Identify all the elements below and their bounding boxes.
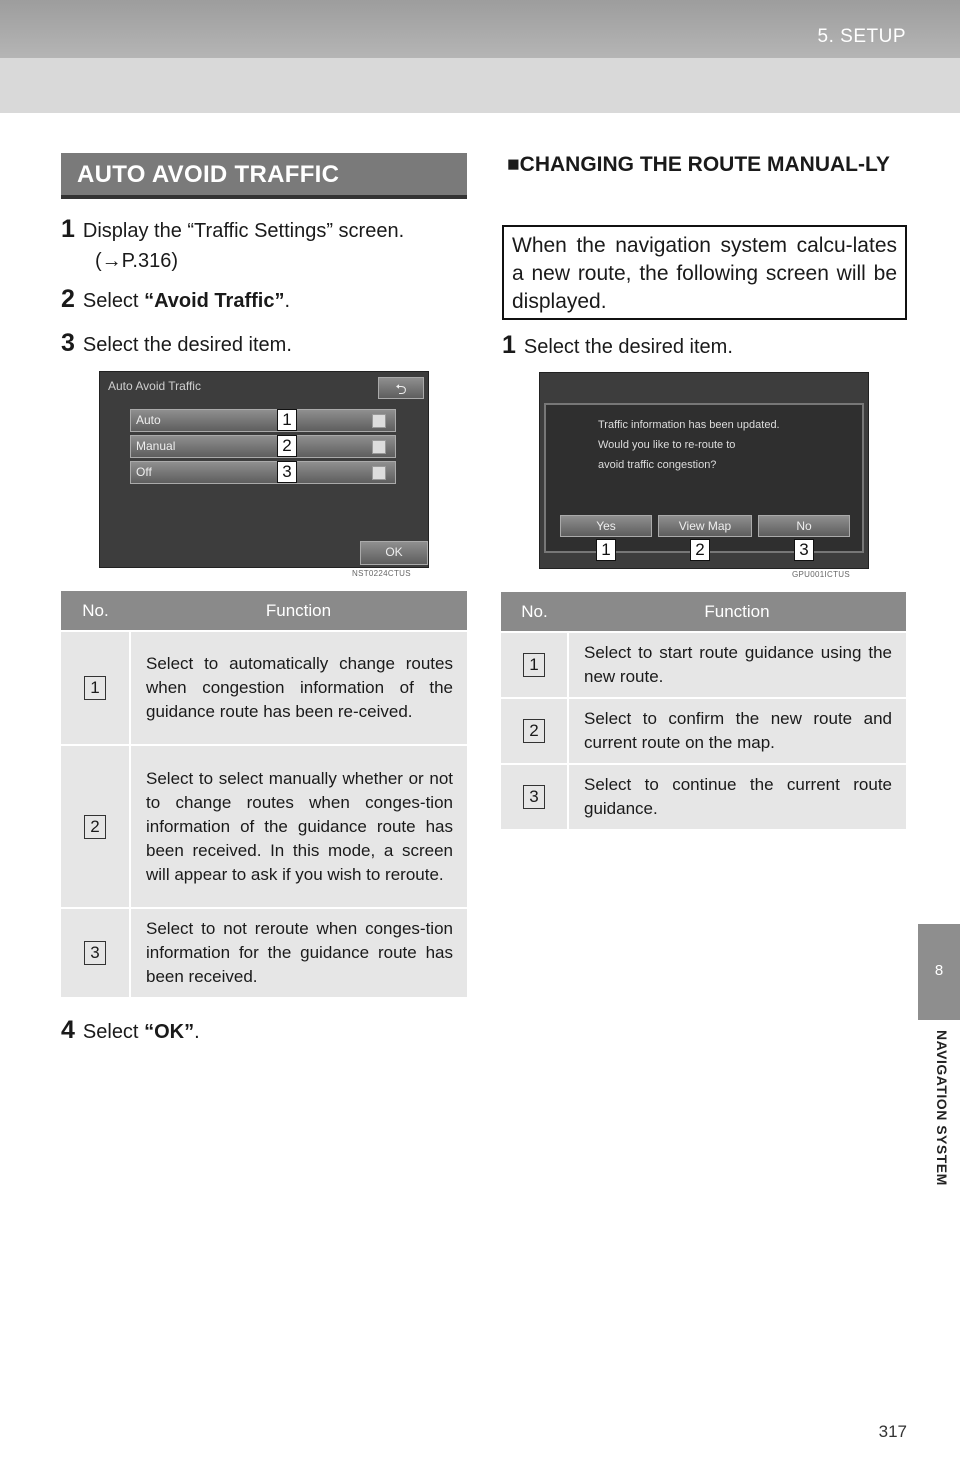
image-code: GPU001ICTUS — [789, 569, 853, 580]
dialog-line: avoid traffic congestion? — [598, 459, 717, 471]
callout-1: 1 — [596, 539, 616, 561]
option-label: Manual — [136, 439, 176, 453]
screen-title: Auto Avoid Traffic — [108, 379, 201, 393]
chapter-number-tab[interactable] — [918, 924, 960, 1020]
view-map-label: View Map — [678, 519, 732, 533]
back-button[interactable] — [378, 377, 424, 399]
option-label: Auto — [136, 413, 161, 427]
no-button[interactable] — [758, 515, 850, 537]
reroute-dialog-screenshot — [539, 372, 869, 569]
info-box: When the navigation system calcu-lates a new route, the following screen will be displayed. — [502, 225, 907, 320]
back-arrow-icon: ⮌ — [395, 381, 407, 397]
step-text: Select the desired item. — [82, 334, 292, 356]
section-title: AUTO AVOID TRAFFIC — [61, 153, 467, 199]
ok-button[interactable] — [360, 541, 428, 565]
image-code: NST0224CTUS — [349, 568, 414, 579]
checkbox-icon — [372, 414, 386, 428]
step-number: 1 — [502, 331, 516, 359]
step-number: 1 — [61, 215, 75, 243]
header-bar — [0, 0, 960, 58]
row-number: 3 — [523, 785, 545, 809]
option-auto-button[interactable] — [130, 409, 396, 432]
page-reference: (→P.316) — [95, 250, 179, 272]
step-text: Select — [82, 1021, 145, 1043]
table-row — [61, 745, 467, 908]
yes-button[interactable] — [560, 515, 652, 537]
yes-label: Yes — [596, 519, 616, 533]
dialog-message — [598, 415, 780, 475]
option-label: Off — [136, 465, 152, 479]
step-number: 4 — [61, 1016, 75, 1044]
row-number: 2 — [84, 815, 106, 839]
step-number: 3 — [61, 329, 75, 357]
step-1 — [61, 214, 467, 276]
ok-label: OK — [385, 545, 403, 559]
checkbox-icon — [372, 466, 386, 480]
callout-3: 3 — [277, 461, 297, 483]
step-target-label: “Avoid Traffic” — [144, 290, 285, 312]
page-number: 317 — [878, 1422, 907, 1441]
column-header-function: Function — [130, 591, 467, 631]
row-number: 1 — [523, 653, 545, 677]
table-row — [61, 908, 467, 998]
option-manual-button[interactable] — [130, 435, 396, 458]
step-suffix: . — [194, 1021, 200, 1043]
callout-3: 3 — [794, 539, 814, 561]
chapter-side-label — [918, 1020, 960, 1250]
reroute-dialog — [544, 403, 864, 553]
step-target-label: “OK” — [144, 1021, 195, 1043]
row-function: Select to not reroute when conges-tion information for the guidance route has been received. — [130, 908, 467, 998]
table-row — [61, 631, 467, 745]
auto-avoid-traffic-screenshot — [99, 371, 429, 568]
step-text: Display the “Traffic Settings” screen. — [82, 220, 405, 242]
table-row — [501, 764, 906, 830]
column-header-no: No. — [501, 592, 568, 632]
step-1-right — [502, 330, 733, 362]
option-off-button[interactable] — [130, 461, 396, 484]
chapter-number: 8 — [934, 962, 944, 979]
row-function: Select to automatically change routes when congestion information of the guidance route has been re-ceived. — [130, 631, 467, 745]
step-4 — [61, 1015, 200, 1047]
chapter-title: 5. SETUP — [817, 26, 906, 47]
step-3 — [61, 328, 292, 360]
checkbox-icon — [372, 440, 386, 454]
subsection-title: ■CHANGING THE ROUTE MANUAL-LY — [507, 153, 890, 176]
callout-1: 1 — [277, 409, 297, 431]
function-table — [61, 591, 467, 999]
row-function: Select to continue the current route guidance. — [568, 764, 906, 830]
row-number: 2 — [523, 719, 545, 743]
no-label: No — [796, 519, 812, 533]
dialog-line: Would you like to re-route to — [598, 439, 736, 451]
chapter-side-label-text: NAVIGATION SYSTEM — [934, 1030, 950, 1186]
row-function: Select to start route guidance using the new route. — [568, 632, 906, 698]
step-text: Select — [82, 290, 145, 312]
row-function: Select to confirm the new route and current route on the map. — [568, 698, 906, 764]
dialog-line: Traffic information has been updated. — [598, 419, 780, 431]
row-function: Select to select manually whether or not to change routes when conges-tion information of the guidance route has been received. In this mode, a screen will appear to ask if you wish to reroute. — [130, 745, 467, 908]
callout-2: 2 — [277, 435, 297, 457]
function-table-right — [501, 592, 906, 831]
view-map-button[interactable] — [658, 515, 752, 537]
row-number: 3 — [84, 941, 106, 965]
table-row — [501, 632, 906, 698]
step-number: 2 — [61, 285, 75, 313]
step-text: Select the desired item. — [523, 336, 733, 358]
step-suffix: . — [284, 290, 291, 312]
callout-2: 2 — [690, 539, 710, 561]
column-header-no: No. — [61, 591, 130, 631]
column-header-function: Function — [568, 592, 906, 632]
table-row — [501, 698, 906, 764]
row-number: 1 — [84, 676, 106, 700]
step-2 — [61, 284, 290, 316]
